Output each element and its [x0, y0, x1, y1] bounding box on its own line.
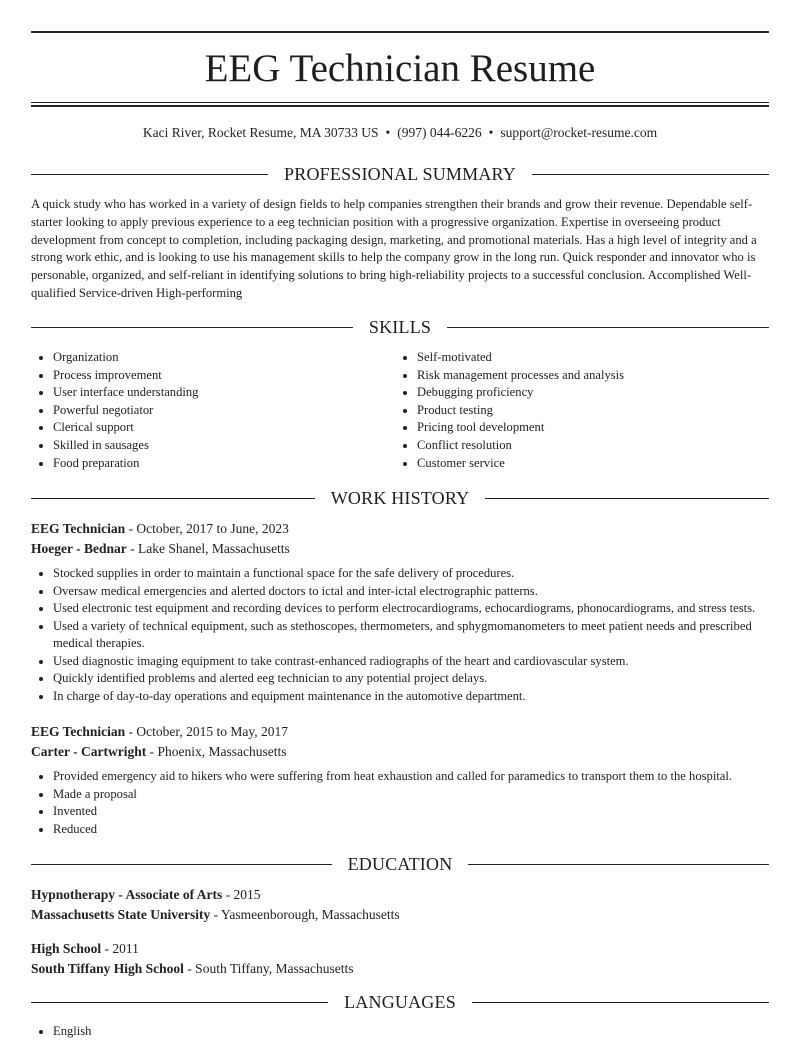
job-dates: - October, 2015 to May, 2017 — [125, 724, 288, 739]
contact-address: Kaci River, Rocket Resume, MA 30733 US — [142, 125, 379, 140]
top-rule — [31, 31, 769, 33]
job-bullet: • In charge of day-to-day operations and equipment maintenance in the automotive department. — [53, 688, 769, 706]
education-school-line — [31, 905, 769, 925]
job-dates: - October, 2017 to June, 2023 — [125, 521, 289, 536]
section-rule — [447, 327, 769, 328]
section-title-summary: PROFESSIONAL SUMMARY — [284, 164, 516, 184]
job-bullet: • Invented — [53, 803, 769, 821]
education-school-line — [31, 959, 769, 979]
section-header-work — [31, 486, 769, 510]
skill-item: • Self-motivated — [417, 349, 735, 367]
contact-email: support@rocket-resume.com — [500, 125, 658, 140]
job-bullet: • Made a proposal — [53, 786, 769, 804]
job-location: - Phoenix, Massachusetts — [146, 743, 287, 759]
skill-item: • Pricing tool development — [417, 419, 735, 437]
job-bullet: • Used electronic test equipment and recording devices to perform electrocardiograms, echocardiograms, phonocardiograms, and stress tests. — [53, 600, 769, 618]
job-title-line — [31, 722, 769, 742]
skills-column-right — [395, 349, 735, 472]
section-header-education — [31, 852, 769, 876]
job-location: - Lake Shanel, Massachusetts — [126, 540, 290, 556]
language-item: • English — [53, 1023, 371, 1041]
job-entry — [31, 722, 769, 838]
section-title-work: WORK HISTORY — [330, 488, 470, 508]
skill-item: • Skilled in sausages — [53, 437, 371, 455]
section-header-skills — [31, 315, 769, 339]
section-rule — [31, 174, 268, 175]
section-rule — [31, 864, 332, 865]
job-bullet: • Oversaw medical emergencies and alerted doctors to ictal and inter-ictal electrographic patterns. — [53, 583, 769, 601]
education-degree-line — [31, 885, 769, 905]
skill-item: • Debugging proficiency — [417, 384, 735, 402]
section-title-education: EDUCATION — [347, 854, 453, 874]
skill-item: • Conflict resolution — [417, 437, 735, 455]
skill-item: • Powerful negotiator — [53, 402, 371, 420]
education-year: - 2011 — [101, 941, 139, 956]
education-degree: High School — [31, 941, 102, 956]
job-bullet: • Provided emergency aid to hikers who were suffering from heat exhaustion and called for paramedics to transport them to the hospital. — [53, 768, 769, 786]
section-rule — [31, 1002, 328, 1003]
section-rule — [532, 174, 769, 175]
job-bullet: • Stocked supplies in order to maintain a functional space for the safe delivery of procedures. — [53, 565, 769, 583]
resume-title: EEG Technician Resume — [204, 47, 596, 90]
skill-item: • Food preparation — [53, 455, 371, 473]
languages-list — [31, 1023, 371, 1041]
section-rule — [468, 864, 769, 865]
section-rule — [485, 498, 769, 499]
section-rule — [31, 327, 353, 328]
education-entry — [31, 939, 769, 978]
contact-separator: • — [488, 125, 494, 140]
job-bullet: • Quickly identified problems and alerted eeg technician to any potential project delays. — [53, 670, 769, 688]
job-bullet: • Used diagnostic imaging equipment to take contrast-enhanced radiographs of the heart and cardiovascular system. — [53, 653, 769, 671]
skill-item: • Organization — [53, 349, 371, 367]
job-company-line — [31, 539, 769, 559]
skills-list-left — [31, 349, 371, 472]
education-degree: Hypnotherapy - Associate of Arts — [31, 887, 223, 902]
title-double-rule — [31, 102, 769, 107]
section-title-skills: SKILLS — [368, 317, 432, 337]
skill-item: • Process improvement — [53, 367, 371, 385]
job-entry — [31, 519, 769, 705]
contact-separator: • — [385, 125, 391, 140]
job-company: Carter - Cartwright — [31, 743, 147, 759]
education-year: - 2015 — [222, 887, 261, 902]
languages-list-container — [31, 1023, 371, 1041]
education-school: Massachusetts State University — [31, 906, 211, 922]
job-company: Hoeger - Bednar — [31, 540, 127, 556]
summary-text: A quick study who has worked in a variety of design fields to help companies strengthen their brands and grow their revenue. Dependable self-starter looking to apply previous experience to a eeg technician position with a progressive organization. Expertise in overseeing product development from concept to completion, including packaging design, marketing, and promotional materials. Has a high level of integrity and a strong work ethic, and is looking to use his management skills to help the company grow in the long run. Quick responder and innovator who is personable, organized, and self-reliant in identifying solutions to bring high-reliability projects to a successful conclusion. Accomplished Well-qualified Service-driven High-performing — [31, 197, 757, 300]
education-entry — [31, 885, 769, 924]
job-title: EEG Technician — [31, 724, 126, 739]
skill-item: • Clerical support — [53, 419, 371, 437]
job-bullet: • Reduced — [53, 821, 769, 839]
contact-phone: (997) 044-6226 — [397, 125, 482, 140]
skills-column-left — [31, 349, 371, 472]
section-title-languages: LANGUAGES — [344, 992, 456, 1012]
section-header-summary — [31, 162, 769, 186]
job-bullets — [31, 565, 769, 705]
contact-line — [0, 123, 800, 143]
job-title: EEG Technician — [31, 521, 126, 536]
skill-item: • Product testing — [417, 402, 735, 420]
section-rule — [472, 1002, 769, 1003]
skill-item: • Customer service — [417, 455, 735, 473]
education-degree-line — [31, 939, 769, 959]
education-location: - Yasmeenborough, Massachusetts — [210, 906, 400, 922]
skills-list-right — [395, 349, 735, 472]
job-company-line — [31, 742, 769, 762]
job-title-line — [31, 519, 769, 539]
skill-item: • User interface understanding — [53, 384, 371, 402]
education-location: - South Tiffany, Massachusetts — [183, 960, 354, 976]
job-bullets — [31, 768, 769, 838]
skill-item: • Risk management processes and analysis — [417, 367, 735, 385]
job-bullet: • Used a variety of technical equipment, such as stethoscopes, thermometers, and sphygmomanometers to meet patient needs and prescribed medical therapies. — [53, 618, 769, 653]
education-school: South Tiffany High School — [31, 960, 184, 976]
section-header-languages — [31, 990, 769, 1014]
section-rule — [31, 498, 315, 499]
